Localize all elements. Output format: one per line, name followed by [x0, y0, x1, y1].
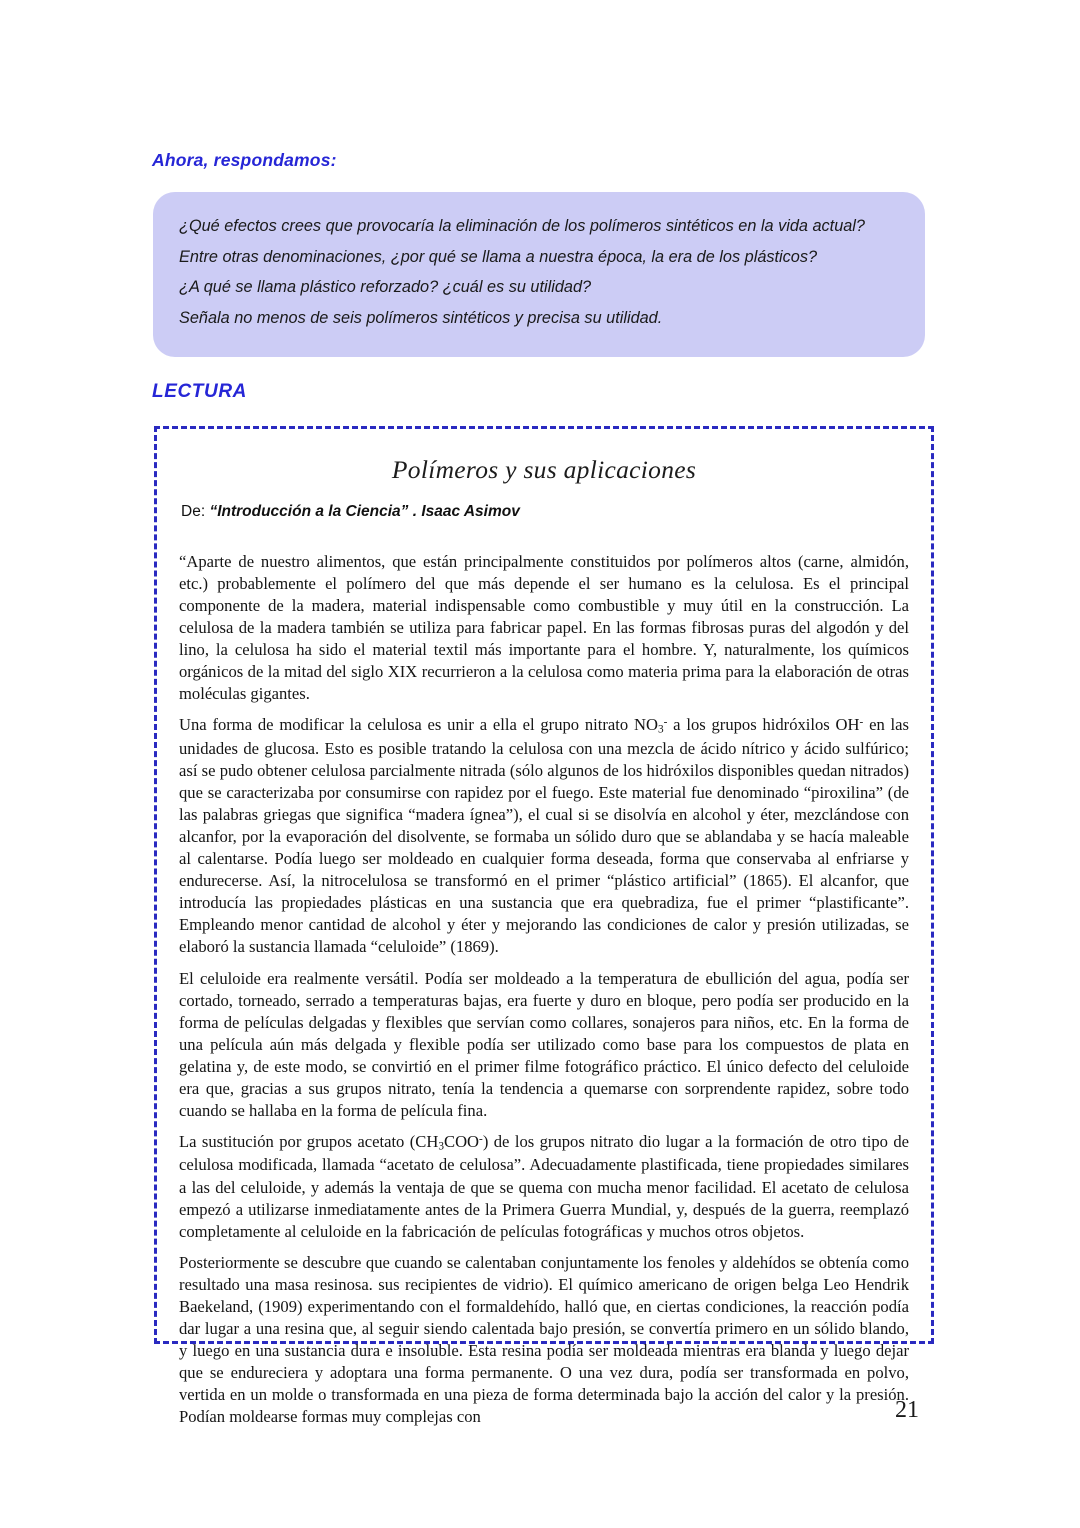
- question-item: ¿Qué efectos crees que provocaría la eliminación de los polímeros sintéticos en la vida actual?: [179, 217, 865, 235]
- acetate-subscript: 3: [438, 1140, 444, 1153]
- paragraph-2-part-b: a los grupos hidróxilos OH: [667, 715, 860, 735]
- paragraph-4-part-a: La sustitución por grupos acetato (CH: [179, 1131, 439, 1151]
- nitrate-subscript: 3: [657, 723, 664, 736]
- nitrate-charge: -: [663, 716, 668, 729]
- question-list-box: [153, 192, 925, 357]
- question-item: ¿A qué se llama plástico reforzado? ¿cuál es su utilidad?: [179, 278, 592, 296]
- paragraph-2-part-a: Una forma de modificar la celulosa es unir a ella el grupo nitrato NO: [179, 715, 658, 735]
- reading-body: [179, 551, 909, 1428]
- reading-title: Polímeros y sus aplicaciones: [391, 455, 697, 484]
- page-number: 21: [895, 1397, 919, 1423]
- hydroxyl-charge: -: [859, 716, 864, 729]
- question-item: Entre otras denominaciones, ¿por qué se llama a nuestra época, la era de los plásticos?: [179, 247, 818, 266]
- section-heading-lectura: LECTURA: [152, 381, 247, 402]
- acetate-charge: -: [479, 1133, 483, 1146]
- body-paragraph-2: [179, 714, 909, 958]
- body-paragraph-4: [179, 1131, 909, 1243]
- attribution-source: “Introducción a la Ciencia” . Isaac Asimov: [209, 503, 520, 520]
- paragraph-4-part-b: COO: [444, 1131, 480, 1151]
- body-paragraph-3: El celuloide era realmente versátil. Podía ser moldeado a la temperatura de ebullición del agua, podía ser cortado, torneado, serrado a temperaturas bajas, era fuerte y duro en bloque, pero podía ser producido en la forma de películas delgadas y flexibles que servían como collares, sonajeros para niños, etc. En la forma de una película aún más delgada y flexible podía ser utilizado como base para los compuestos de plata en gelatina y, de este modo, se convirtió en el primer filme fotográfico práctico. El único defecto del celuloide era que, gracias a sus grupos nitrato, tenía la tendencia a quemarse con sorprendente rapidez, sobre todo cuando se hallaba en la forma de película fina.: [179, 968, 909, 1120]
- reading-attribution: [181, 503, 909, 521]
- paragraph-2-part-c: en las unidades de glucosa. Esto es posible tratando la celulosa con una mezcla de ácido nítrico y ácido sulfúrico; así se pudo obtener celulosa parcialmente nitrada (sólo algunos de los hidróxilos disponibles quedan nitrados) que se caracterizaba por consumirse con rapidez por el fuego. Este material fue denominado “piroxilina” (de las palabras griegas que significa “madera ígnea”), el cual si se disolvía en alcohol y éter, mezclándose con alcanfor, por la evaporación del disolvente, se formaba un sólido duro que se ablandaba y se hacía maleable al calentarse. Podía luego ser moldeado en cualquier forma deseada, forma que conservaba al enfriarse y endurecerse. Así, la nitrocelulosa se transformó en el primer “plástico artificial” (1865). El alcanfor, que introducía las propiedades plásticas en una sustancia que era quebradiza, fue el primer “plastificante”. Empleando menor cantidad de alcohol y éter y mejorando las condiciones de calor y presión utilizadas, se elaboró la sustancia llamada “celuloide” (1869).: [179, 715, 909, 957]
- attribution-prefix: De:: [181, 503, 206, 520]
- question-item: Señala no menos de seis polímeros sintéticos y precisa su utilidad.: [179, 308, 663, 327]
- paragraph-4-part-c: ) de los grupos nitrato dio lugar a la formación de otro tipo de celulosa modificada, llamada “acetato de celulosa”. Adecuadamente plastificada, tiene propiedades similares a las del celuloide, y además la ventaja de que se quema con mucha menor facilidad. El acetato de celulosa empezó a utilizarse inmediatamente antes de la Primera Guerra Mundial, y, después de la guerra, reemplazó completamente al celuloide en la fabricación de películas fotográficas y muchos otros objetos.: [179, 1131, 909, 1241]
- body-paragraph-1: “Aparte de nuestro alimentos, que están principalmente constituidos por polímeros altos (carne, almidón, etc.) probablemente el polímero del que más depende el ser humano es la celulosa. Es el principal componente de la madera, material indispensable como combustible y muy útil en la construcción. La celulosa de la madera también se utiliza para fabricar papel. En las formas fibrosas puras del algodón y del lino, la celulosa ha sido el material textil más importante para el hombre. Y, naturalmente, los químicos orgánicos de la mitad del siglo XIX recurrieron a la celulosa como materia prima para la elaboración de otras moléculas gigantes.: [179, 552, 909, 704]
- body-paragraph-5: Posteriormente se descubre que cuando se calentaban conjuntamente los fenoles y aldehídos se obtenía como resultado una masa resinosa. sus recipientes de vidrio). El químico americano de origen belga Leo Hendrik Baekeland, (1909) experimentando con el formaldehído, halló que, en ciertas condiciones, la reacción podía dar lugar a una resina que, al seguir siendo calentada bajo presión, se convertía primero en un sólido blando, y luego en una sustancia dura e insoluble. Esta resina podía ser moldeada mientras era blanda y luego dejar que se endureciera y adoptara una forma permanente. O una vez dura, podía ser transformada en polvo, vertida en un molde o transformada en una pieza de forma determinada bajo la acción del calor y la presión. Podían moldearse formas muy complejas con: [179, 1252, 909, 1427]
- section-heading-ahora-respondamos: Ahora, respondamos:: [152, 150, 337, 170]
